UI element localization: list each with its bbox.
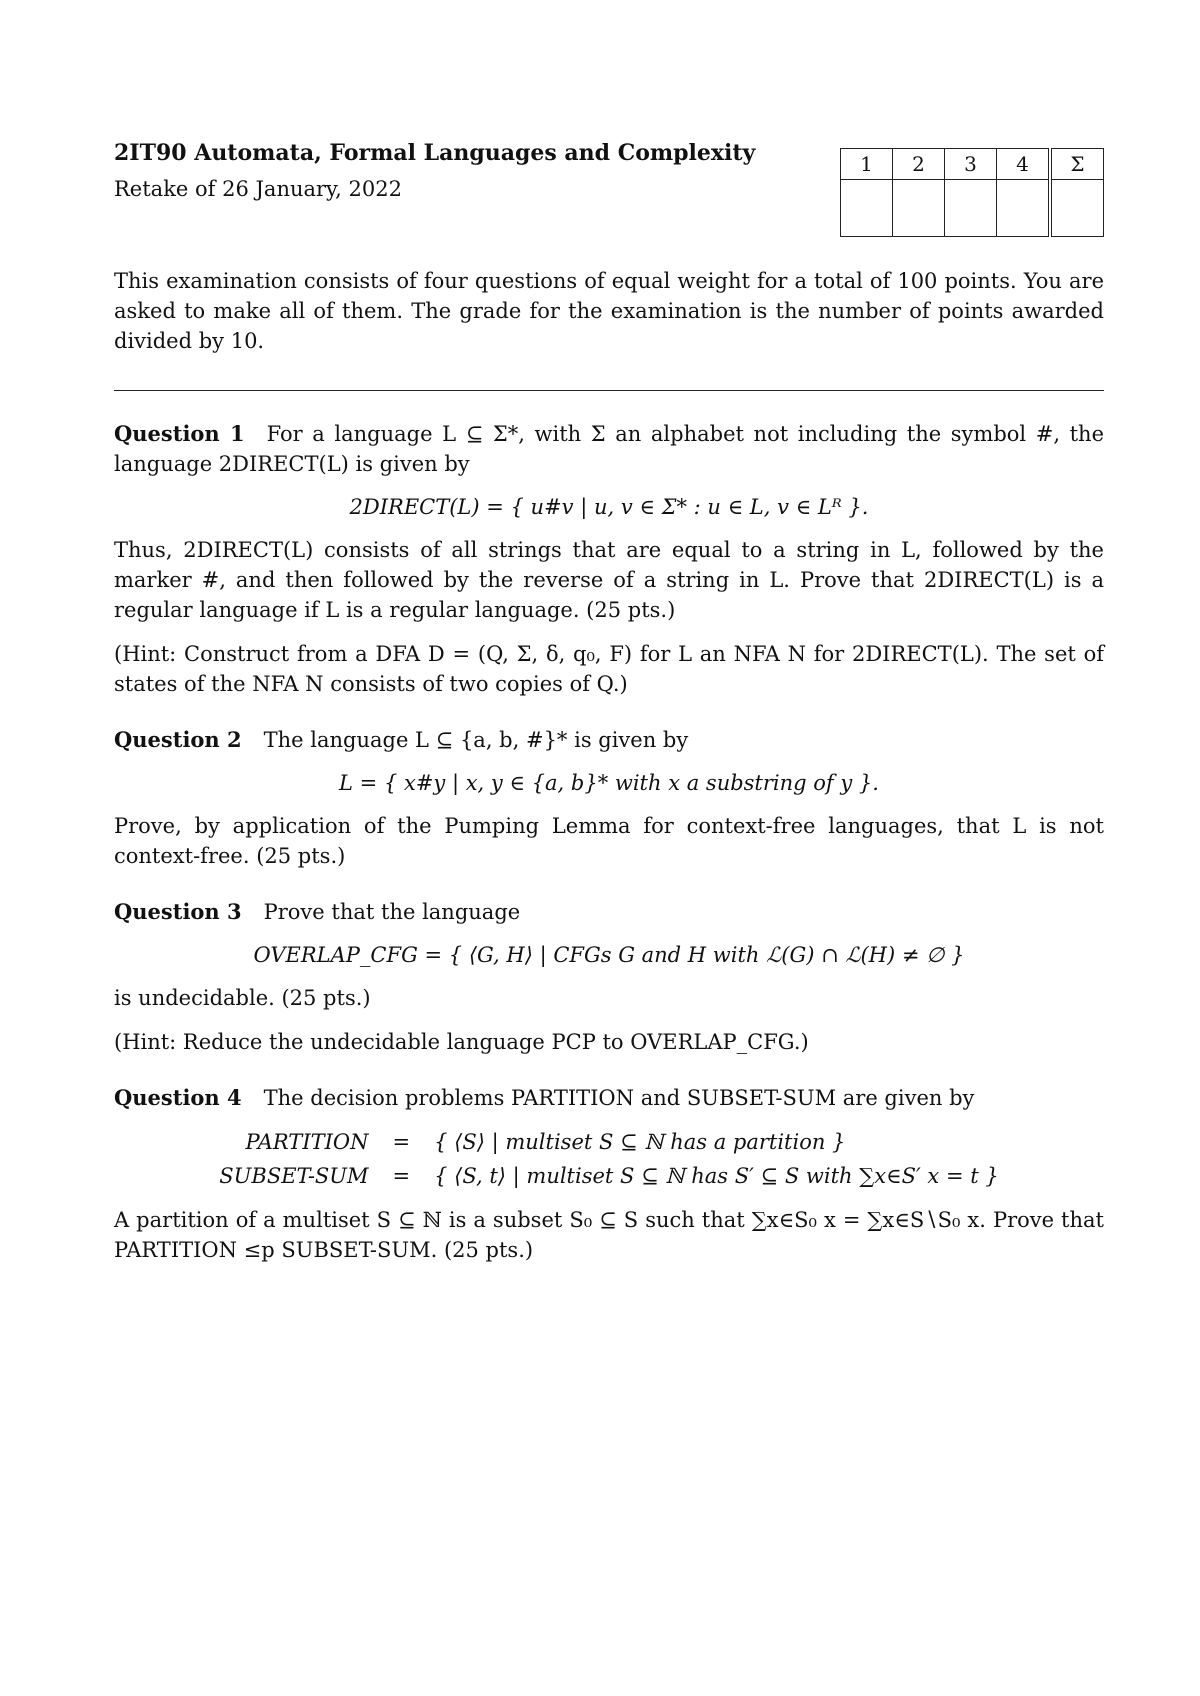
equation-row <box>213 1159 1004 1193</box>
exam-header <box>114 138 1104 250</box>
question-4-intro: The decision problems PARTITION and SUBSET-SUM are given by <box>263 1086 975 1110</box>
score-cell-1 <box>841 180 893 237</box>
score-header-3: 3 <box>945 149 997 180</box>
question-4-equations <box>213 1125 1004 1193</box>
question-3 <box>114 897 1104 1057</box>
exam-page <box>114 138 1104 1265</box>
score-header-1: 1 <box>841 149 893 180</box>
question-1-body: Thus, 2DIRECT(L) consists of all strings that are equal to a string in L, followed by the marker #, and then followed by the reverse of a string in L. Prove that 2DIRECT(L) is a regular language if L is a regular language. (25 pts.) <box>114 538 1104 622</box>
question-3-hint: (Hint: Reduce the undecidable language PCP to OVERLAP_CFG.) <box>114 1030 809 1054</box>
section-divider <box>114 390 1104 391</box>
score-table-value-row <box>841 180 1104 237</box>
equation-lhs: PARTITION <box>245 1130 369 1154</box>
equation-equals: = <box>392 1164 411 1188</box>
question-1-hint: (Hint: Construct from a DFA D = (Q, Σ, δ, q₀, F) for L an NFA N for 2DIRECT(L). The set of states of the NFA N consists of two copies of Q.) <box>114 642 1104 696</box>
question-1-text <box>114 419 1104 479</box>
exam-subtitle: Retake of 26 January, 2022 <box>114 177 402 201</box>
question-3-intro: Prove that the language <box>263 900 521 924</box>
score-cell-total <box>1050 180 1104 237</box>
exam-title: 2IT90 Automata, Formal Languages and Complexity <box>114 140 756 166</box>
score-cell-2 <box>893 180 945 237</box>
question-2-formula: L = { x#y | x, y ∈ {a, b}* with x a substring of y }. <box>339 771 879 795</box>
equation-rhs: { ⟨S, t⟩ | multiset S ⊆ ℕ has S′ ⊆ S with ∑x∈S′ x = t } <box>434 1164 999 1188</box>
question-3-text <box>114 897 1104 927</box>
question-2-text <box>114 725 1104 755</box>
score-table-header-row <box>841 149 1104 180</box>
score-cell-3 <box>945 180 997 237</box>
question-3-formula: OVERLAP_CFG = { ⟨G, H⟩ | CFGs G and H with ℒ(G) ∩ ℒ(H) ≠ ∅ } <box>253 943 965 967</box>
question-1-label: Question 1 <box>114 421 245 446</box>
question-2-intro: The language L ⊆ {a, b, #}* is given by <box>263 728 689 752</box>
question-4 <box>114 1083 1104 1265</box>
question-2-label: Question 2 <box>114 727 242 752</box>
score-table <box>840 148 1104 237</box>
score-cell-4 <box>997 180 1051 237</box>
question-1-formula: 2DIRECT(L) = { u#v | u, v ∈ Σ* : u ∈ L, v ∈ Lᴿ }. <box>349 495 869 519</box>
question-2-body: Prove, by application of the Pumping Lemma for context-free languages, that L is not context-free. (25 pts.) <box>114 814 1104 868</box>
score-header-4: 4 <box>997 149 1051 180</box>
question-1-intro: For a language L ⊆ Σ*, with Σ an alphabet not including the symbol #, the language 2DIRECT(L) is given by <box>114 422 1105 476</box>
exam-intro: This examination consists of four questions of equal weight for a total of 100 points. You are asked to make all of them. The grade for the examination is the number of points awarded divided by 10. <box>114 269 1104 353</box>
equation-equals: = <box>392 1130 411 1154</box>
question-1 <box>114 419 1104 699</box>
equation-row <box>213 1125 1004 1159</box>
question-3-label: Question 3 <box>114 899 242 924</box>
question-4-text <box>114 1083 1104 1113</box>
equation-rhs: { ⟨S⟩ | multiset S ⊆ ℕ has a partition } <box>434 1130 846 1154</box>
question-2 <box>114 725 1104 871</box>
score-header-total: Σ <box>1050 149 1104 180</box>
equation-lhs: SUBSET-SUM <box>219 1164 369 1188</box>
score-header-2: 2 <box>893 149 945 180</box>
question-4-label: Question 4 <box>114 1085 242 1110</box>
question-3-body: is undecidable. (25 pts.) <box>114 986 371 1010</box>
question-4-body: A partition of a multiset S ⊆ ℕ is a subset S₀ ⊆ S such that ∑x∈S₀ x = ∑x∈S∖S₀ x. Prove that PARTITION ≤p SUBSET-SUM. (25 pts.) <box>114 1208 1104 1262</box>
